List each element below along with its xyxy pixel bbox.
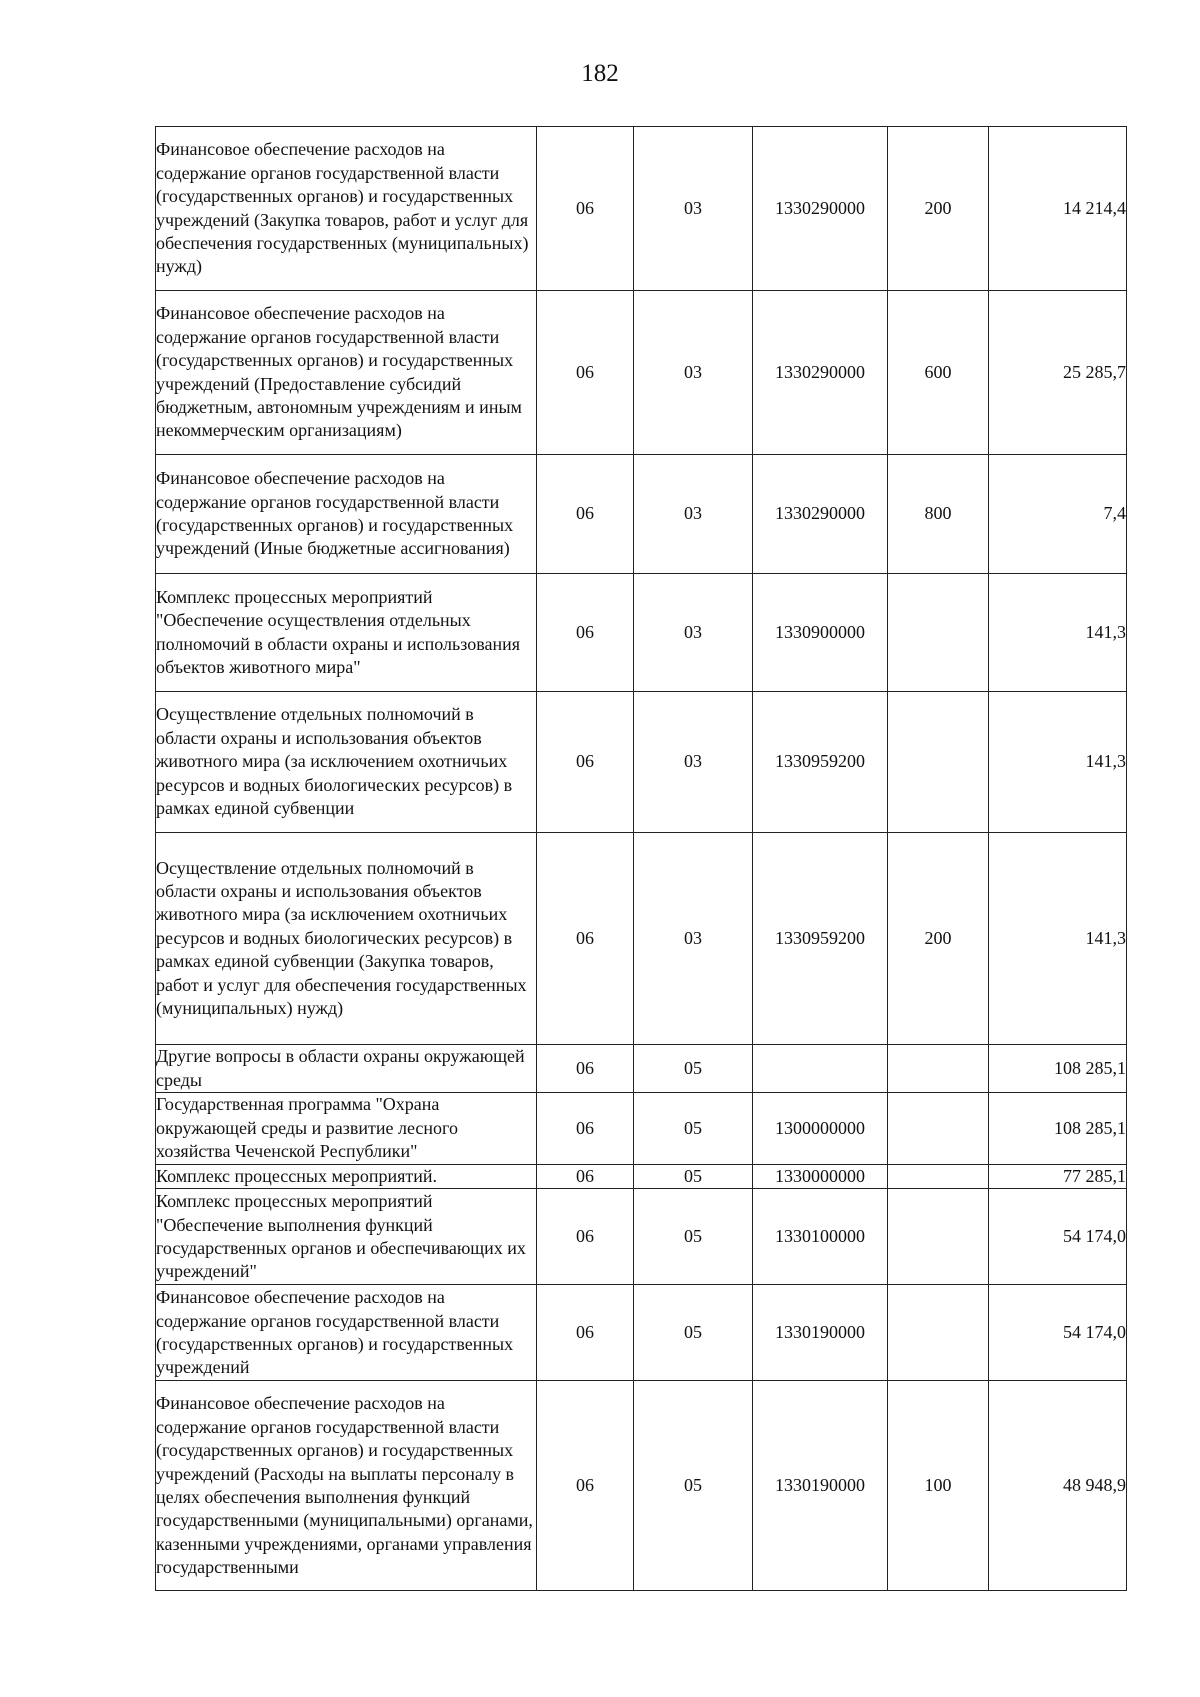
expense-type-code	[888, 1165, 989, 1189]
target-article-code: 1330100000	[753, 1189, 888, 1285]
table-row	[156, 291, 1127, 455]
subsection-code: 05	[634, 1285, 753, 1381]
subsection-code: 03	[634, 574, 753, 692]
row-description: Финансовое обеспечение расходов на содержание органов государственной власти (государственных органов) и государственных учреждений (Иные бюджетные ассигнования)	[156, 455, 537, 574]
amount: 77 285,1	[989, 1165, 1127, 1189]
row-description: Осуществление отдельных полномочий в области охраны и использования объектов животного мира (за исключением охотничьих ресурсов и водных биологических ресурсов) в рамках единой субвенции	[156, 692, 537, 833]
expense-type-code	[888, 1045, 989, 1093]
table-row	[156, 692, 1127, 833]
subsection-code: 05	[634, 1189, 753, 1285]
amount: 7,4	[989, 455, 1127, 574]
subsection-code: 05	[634, 1381, 753, 1591]
expense-type-code	[888, 1093, 989, 1165]
section-code: 06	[537, 1381, 634, 1591]
subsection-code: 05	[634, 1165, 753, 1189]
row-description: Финансовое обеспечение расходов на содержание органов государственной власти (государственных органов) и государственных учреждений	[156, 1285, 537, 1381]
target-article-code: 1330190000	[753, 1285, 888, 1381]
row-description: Комплекс процессных мероприятий "Обеспечение осуществления отдельных полномочий в области охраны и использования объектов животного мира"	[156, 574, 537, 692]
amount: 14 214,4	[989, 127, 1127, 291]
row-description: Государственная программа "Охрана окружающей среды и развитие лесного хозяйства Чеченской Республики"	[156, 1093, 537, 1165]
subsection-code: 03	[634, 455, 753, 574]
budget-table	[155, 126, 1127, 1591]
amount: 54 174,0	[989, 1189, 1127, 1285]
row-description: Комплекс процессных мероприятий.	[156, 1165, 537, 1189]
target-article-code: 1330290000	[753, 127, 888, 291]
expense-type-code	[888, 1189, 989, 1285]
target-article-code: 1330290000	[753, 455, 888, 574]
table-row	[156, 455, 1127, 574]
expense-type-code: 200	[888, 127, 989, 291]
amount: 25 285,7	[989, 291, 1127, 455]
section-code: 06	[537, 692, 634, 833]
section-code: 06	[537, 1045, 634, 1093]
table-row	[156, 127, 1127, 291]
section-code: 06	[537, 1285, 634, 1381]
table-row	[156, 1165, 1127, 1189]
row-description: Финансовое обеспечение расходов на содержание органов государственной власти (государственных органов) и государственных учреждений (Предоставление субсидий бюджетным, автономным учреждениям и иным некоммерческим организациям)	[156, 291, 537, 455]
expense-type-code: 800	[888, 455, 989, 574]
expense-type-code	[888, 1285, 989, 1381]
expense-type-code: 600	[888, 291, 989, 455]
expense-type-code	[888, 692, 989, 833]
amount: 141,3	[989, 692, 1127, 833]
subsection-code: 03	[634, 127, 753, 291]
amount: 108 285,1	[989, 1093, 1127, 1165]
section-code: 06	[537, 455, 634, 574]
expense-type-code	[888, 574, 989, 692]
page-number: 182	[581, 60, 619, 87]
amount: 54 174,0	[989, 1285, 1127, 1381]
table-row	[156, 833, 1127, 1045]
row-description: Другие вопросы в области охраны окружающей среды	[156, 1045, 537, 1093]
subsection-code: 03	[634, 291, 753, 455]
table-row	[156, 1189, 1127, 1285]
table-row	[156, 1093, 1127, 1165]
target-article-code	[753, 1045, 888, 1093]
target-article-code: 1330900000	[753, 574, 888, 692]
expense-type-code: 100	[888, 1381, 989, 1591]
table-row	[156, 1285, 1127, 1381]
amount: 108 285,1	[989, 1045, 1127, 1093]
section-code: 06	[537, 1189, 634, 1285]
target-article-code: 1300000000	[753, 1093, 888, 1165]
section-code: 06	[537, 291, 634, 455]
subsection-code: 05	[634, 1093, 753, 1165]
target-article-code: 1330190000	[753, 1381, 888, 1591]
section-code: 06	[537, 127, 634, 291]
subsection-code: 05	[634, 1045, 753, 1093]
target-article-code: 1330000000	[753, 1165, 888, 1189]
target-article-code: 1330290000	[753, 291, 888, 455]
section-code: 06	[537, 1165, 634, 1189]
table-row	[156, 1045, 1127, 1093]
row-description: Финансовое обеспечение расходов на содержание органов государственной власти (государственных органов) и государственных учреждений (Расходы на выплаты персоналу в целях обеспечения выполнения функций государственными (муниципальными) органами, казенными учреждениями, органами управления государственными	[156, 1381, 537, 1591]
subsection-code: 03	[634, 692, 753, 833]
table-row	[156, 1381, 1127, 1591]
row-description: Финансовое обеспечение расходов на содержание органов государственной власти (государственных органов) и государственных учреждений (Закупка товаров, работ и услуг для обеспечения государственных (муниципальных) нужд)	[156, 127, 537, 291]
row-description: Комплекс процессных мероприятий "Обеспечение выполнения функций государственных органов и обеспечивающих их учреждений"	[156, 1189, 537, 1285]
amount: 141,3	[989, 833, 1127, 1045]
table-row	[156, 574, 1127, 692]
expense-type-code: 200	[888, 833, 989, 1045]
section-code: 06	[537, 574, 634, 692]
target-article-code: 1330959200	[753, 692, 888, 833]
amount: 48 948,9	[989, 1381, 1127, 1591]
subsection-code: 03	[634, 833, 753, 1045]
target-article-code: 1330959200	[753, 833, 888, 1045]
section-code: 06	[537, 1093, 634, 1165]
amount: 141,3	[989, 574, 1127, 692]
section-code: 06	[537, 833, 634, 1045]
row-description: Осуществление отдельных полномочий в области охраны и использования объектов животного мира (за исключением охотничьих ресурсов и водных биологических ресурсов) в рамках единой субвенции (Закупка товаров, работ и услуг для обеспечения государственных (муниципальных) нужд)	[156, 833, 537, 1045]
